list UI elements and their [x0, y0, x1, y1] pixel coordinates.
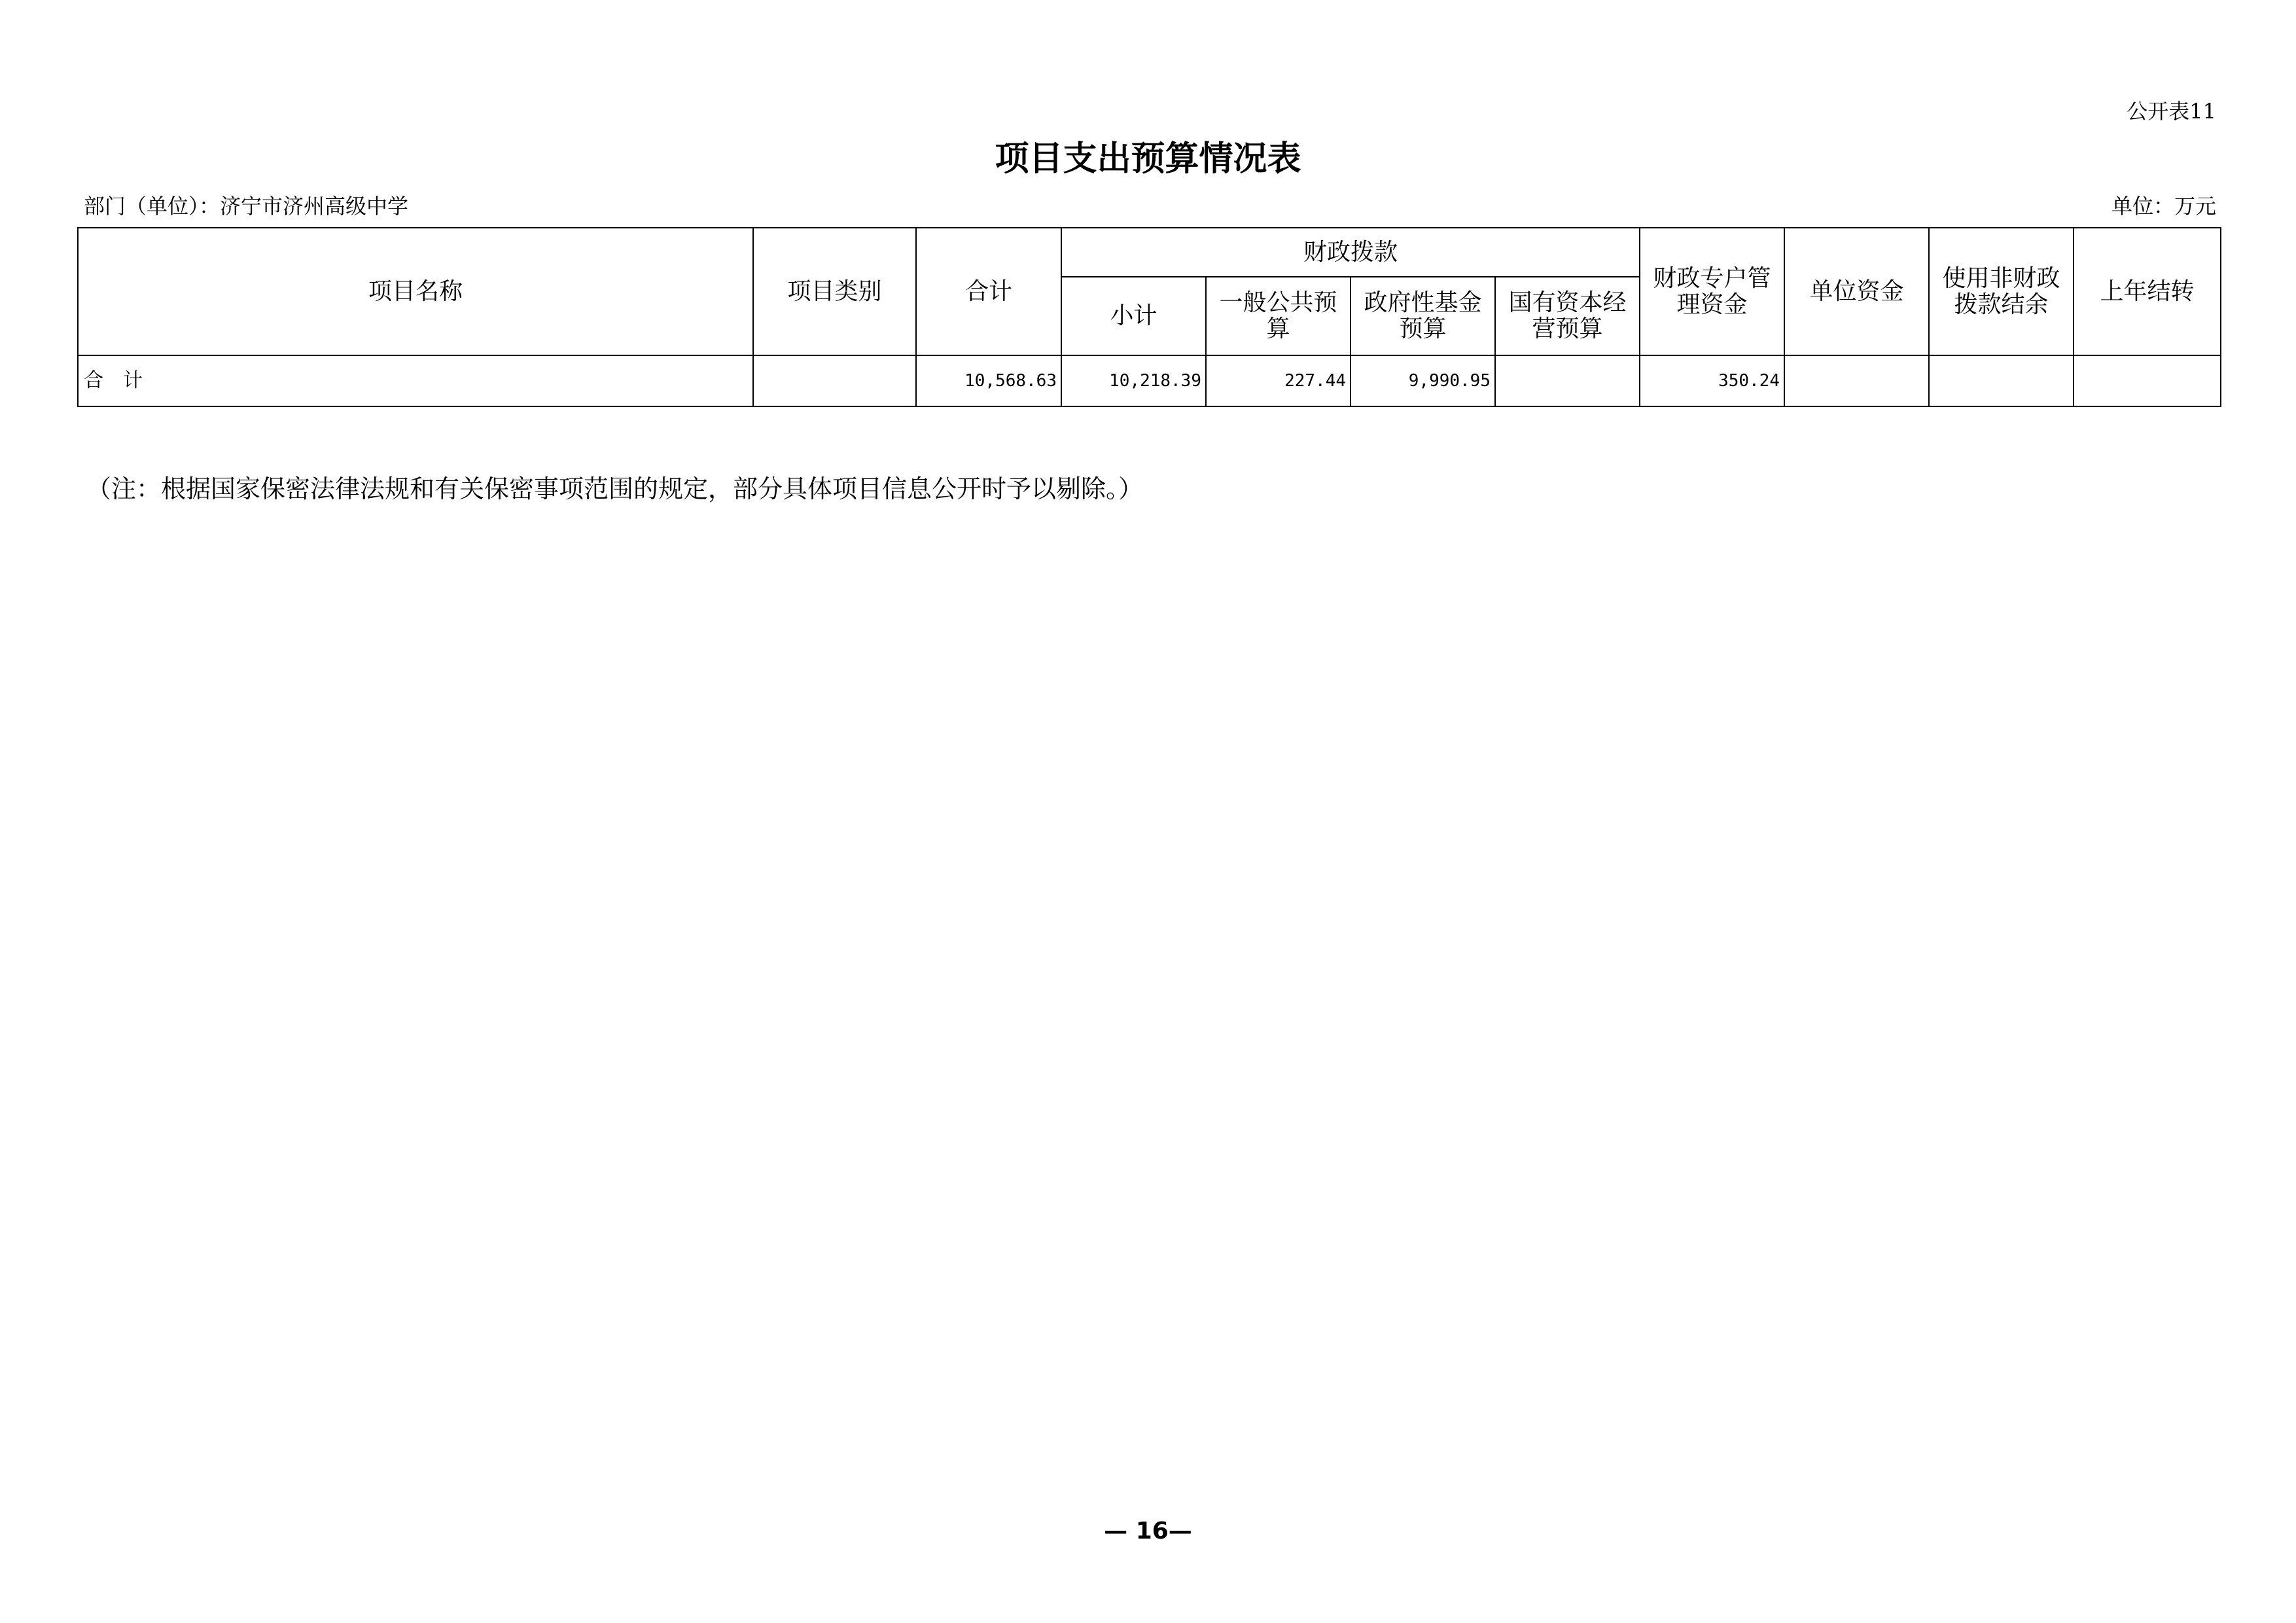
form-code: 公开表11: [2127, 99, 2216, 124]
project-expenditure-table: [77, 227, 2221, 407]
cell-subtotal: 10,218.39: [1061, 355, 1206, 406]
table-row: [78, 355, 2221, 406]
cell-state-capital-budget: [1495, 355, 1640, 406]
header-non-fiscal-balance: 使用非财政拨款结余: [1929, 228, 2074, 355]
header-fiscal-special-funds: 财政专户管理资金: [1640, 228, 1784, 355]
header-unit-funds: 单位资金: [1784, 228, 1929, 355]
header-state-capital-budget: 国有资本经营预算: [1495, 277, 1640, 355]
unit-label: 单位：万元: [2111, 194, 2216, 219]
cell-project-category: [753, 355, 916, 406]
header-total: 合计: [916, 228, 1061, 355]
header-fiscal-allocation: 财政拨款: [1061, 228, 1640, 277]
cell-prior-year-carryover: [2074, 355, 2221, 406]
department-label: 部门（单位）：济宁市济州高级中学: [84, 194, 409, 219]
header-project-category: 项目类别: [753, 228, 916, 355]
cell-non-fiscal-balance: [1929, 355, 2074, 406]
cell-project-name: 合 计: [78, 355, 753, 406]
cell-government-fund-budget: 9,990.95: [1351, 355, 1495, 406]
header-government-fund-budget: 政府性基金预算: [1351, 277, 1495, 355]
page-number: — 16—: [1104, 1518, 1192, 1544]
table-header-row: [78, 228, 2221, 277]
cell-general-public-budget: 227.44: [1206, 355, 1351, 406]
cell-total: 10,568.63: [916, 355, 1061, 406]
cell-fiscal-special-funds: 350.24: [1640, 355, 1784, 406]
header-project-name: 项目名称: [78, 228, 753, 355]
header-prior-year-carryover: 上年结转: [2074, 228, 2221, 355]
header-subtotal: 小计: [1061, 277, 1206, 355]
header-general-public-budget: 一般公共预算: [1206, 277, 1351, 355]
cell-unit-funds: [1784, 355, 1929, 406]
disclosure-note: （注：根据国家保密法律法规和有关保密事项范围的规定，部分具体项目信息公开时予以剔除。）: [86, 474, 1144, 503]
page-title: 项目支出预算情况表: [995, 139, 1301, 179]
